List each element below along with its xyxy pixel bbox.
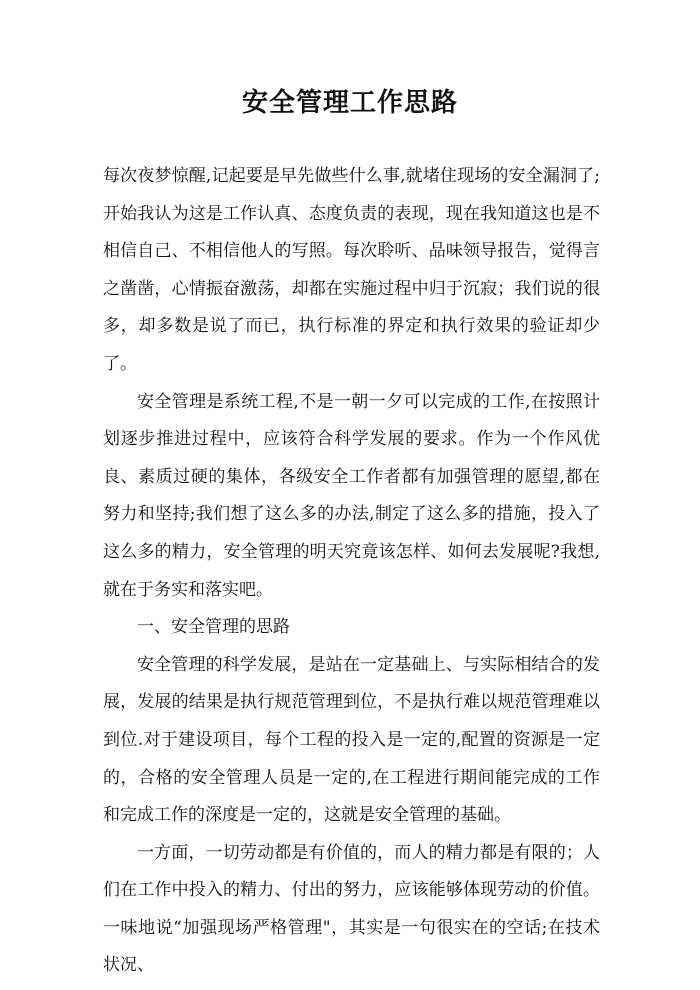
paragraph-system-engineering: 安全管理是系统工程,不是一朝一夕可以完成的工作,在按照计划逐步推进过程中，应该符合科学发展的要求。作为一个作风优良、素质过硬的集体，各级安全工作者都有加强管理的愿望,都在努力和坚持;我们想了这么多的办法,制定了这么多的措施，投入了这么多的精力，安全管理的明天究竟该怎样、如何去发展呢?我想,就在于务实和落实吧。 xyxy=(103,391,600,600)
section-heading-approach: 一、安全管理的思路 xyxy=(137,617,290,638)
paragraph-labor-value: 一方面，一切劳动都是有价值的，而人的精力都是有限的；人们在工作中投入的精力、付出的努力，应该能够体现劳动的价值。一味地说“加强现场严格管理"，其实是一句很实在的空话;在技术状况、 xyxy=(103,842,600,976)
paragraph-scientific-development: 安全管理的科学发展，是站在一定基础上、与实际相结合的发展，发展的结果是执行规范管理到位，不是执行难以规范管理难以到位.对于建设项目，每个工程的投入是一定的,配置的资源是一定的，合格的安全管理人员是一定的,在工程进行期间能完成的工作和完成工作的深度是一定的，这就是安全管理的基础。 xyxy=(103,654,600,826)
document-title: 安全管理工作思路 xyxy=(241,88,458,118)
paragraph-intro: 每次夜梦惊醒,记起要是早先做些什么事,就堵住现场的安全漏洞了;开始我认为这是工作认真、态度负责的表现，现在我知道这也是不相信自己、不相信他人的写照。每次聆听、品味领导报告，觉得言之凿凿，心情振奋激荡，却都在实施过程中归于沉寂；我们说的很多，却多数是说了而已，执行标准的界定和执行效果的验证却少了。 xyxy=(103,166,600,374)
document-body xyxy=(103,158,600,985)
